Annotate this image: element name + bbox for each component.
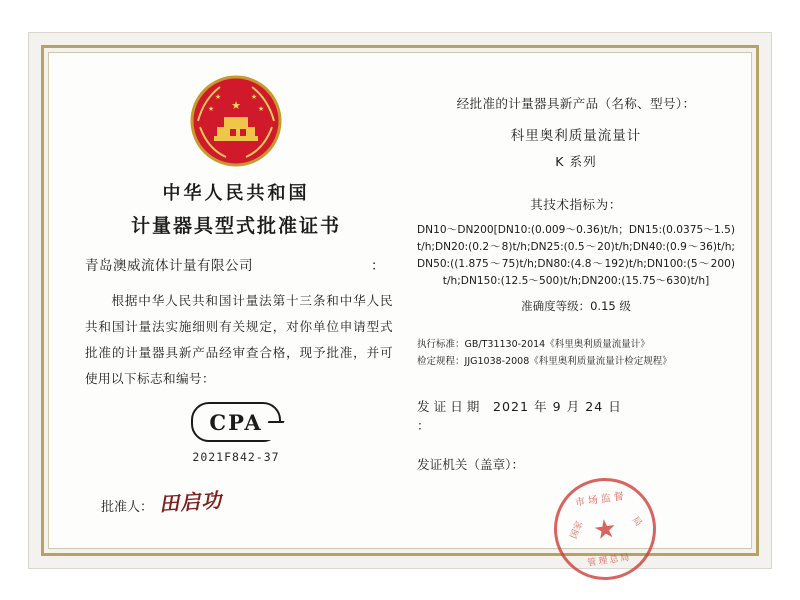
standard-label: 执行标准： [417,339,465,350]
seal-text-right: 局 [629,515,644,529]
seal-text-left: 国家 [569,519,586,541]
product-series: K 系列 [555,154,597,169]
verification-label: 检定规程： [417,356,465,367]
specs-title: 其技术指标为： [530,197,622,212]
issue-org-label: 发证机关（盖章）： [417,457,525,472]
product-heading: 经批准的计量器具新产品（名称、型号）： [456,96,696,111]
standard-value: GB/T31130-2014《科里奥利质量流量计》 [464,339,650,350]
approver-row [71,486,401,515]
certificate-inner-panel [48,52,752,569]
svg-text:★: ★ [257,105,265,113]
issue-org-row [417,454,735,473]
approval-body-value: 根据中华人民共和国计量法第十三条和中华人民共和国计量法实施细则有关规定，对你单位申请型式批准的计量器具新产品经审查合格，现予批准，并可使用以下标志和编号： [85,293,393,386]
company-name-row [71,254,401,274]
verification-value: JJG1038-2008《科里奥利质量流量计检定规程》 [464,356,672,367]
approver-label: 批准人： [101,500,154,515]
svg-text:★: ★ [207,105,215,113]
standard-line [417,336,735,353]
accuracy-class: 准确度等级：0.15 级 [521,299,631,313]
issue-date-label: 发 证 日 期 ： [417,399,480,433]
svg-text:★: ★ [214,93,222,101]
certificate-content [49,53,751,569]
seal-text-top: 市场监督 [574,490,628,509]
certificate-right-column [417,93,735,493]
svg-text:★: ★ [231,99,241,112]
issue-block [417,396,735,473]
product-name: 科里奥利质量流量计 [510,128,642,144]
certificate-main-title: 计量器具型式批准证书 [130,215,341,237]
certificate-country-title: 中华人民共和国 [162,183,310,204]
issue-date-row [417,396,735,434]
standards-block [417,336,735,370]
cpa-mark-container [71,402,401,442]
certificate-paper [28,32,772,569]
seal-text-bottom: 管理总局 [586,552,632,569]
national-emblem-icon [184,69,288,173]
approver-signature: 田启功 [158,487,223,517]
issue-date-value: 2021 年 9 月 24 日 [493,399,622,414]
certificate-number: 2021F842-37 [192,450,280,464]
emblem-container [71,69,401,173]
company-name: 青岛澳威流体计量有限公司 [85,258,253,274]
svg-text:★: ★ [250,93,258,101]
approval-body-text [71,288,401,392]
company-name-colon: ： [371,258,385,274]
cpa-mark-icon: CPA [191,402,281,442]
certificate-left-column [71,69,401,515]
seal-star-icon: ★ [591,512,619,546]
verification-line [417,353,735,370]
specs-body: DN10～DN200[DN10:(0.009～0.36)t/h；DN15:(0.0375～1.5)t/h;DN20:(0.2～8)t/h;DN25:(0.5～20)t/h;DN40:(0.9～36)t/h;DN50:((1.875～75)t/h;DN80:(4.8～192)t/h;DN100:(5～200)t/h;DN150:(12.5～500)t/h;DN200:(15.75～630)t/h] [417,224,735,287]
